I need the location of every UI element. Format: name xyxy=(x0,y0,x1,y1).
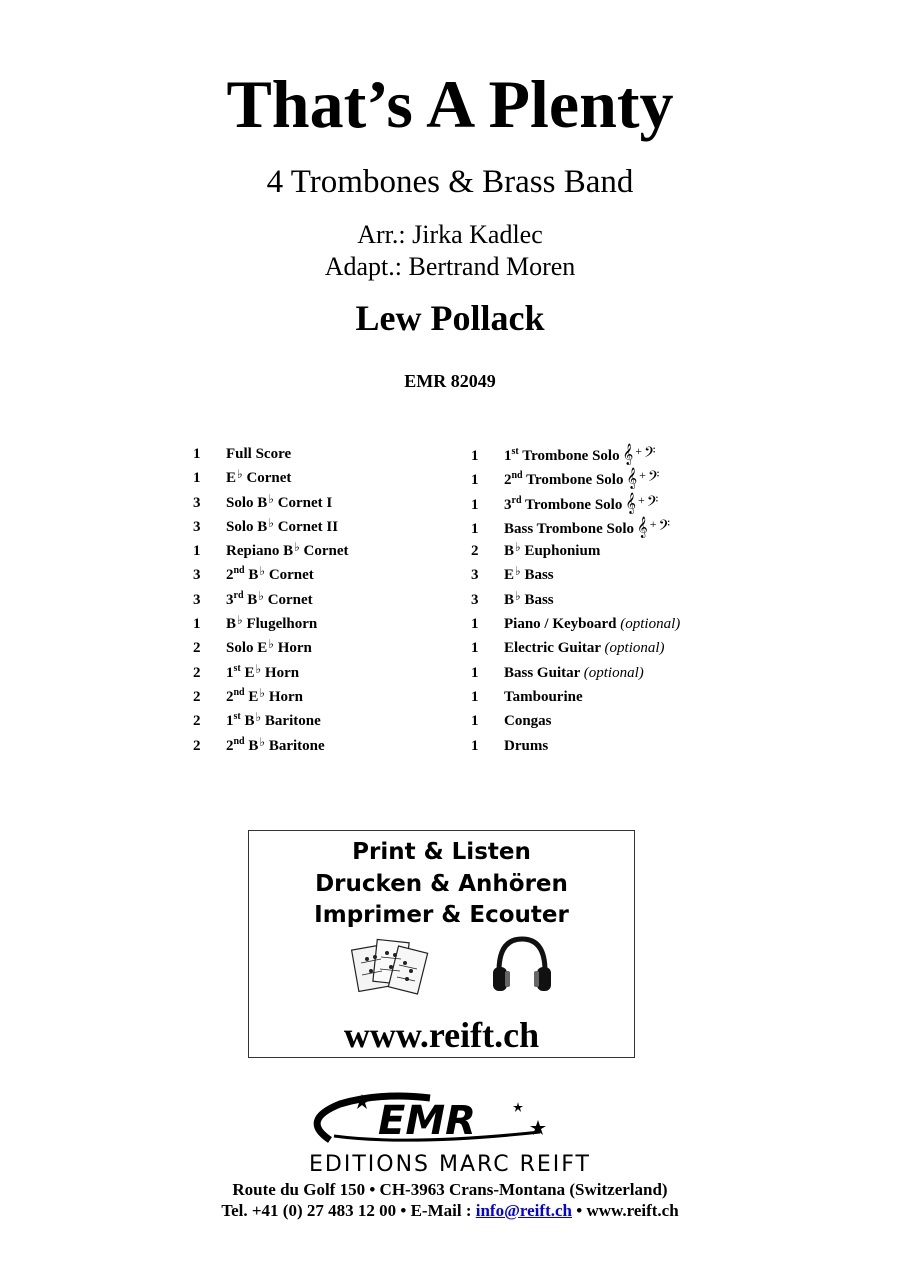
part-qty: 3 xyxy=(471,591,479,608)
email-link[interactable]: info@reift.ch xyxy=(475,1201,572,1220)
part-note: (optional) xyxy=(583,664,644,681)
part-name: 3rd Trombone Solo xyxy=(504,494,623,513)
part-qty: 1 xyxy=(471,496,479,513)
part-name: Electric Guitar xyxy=(504,640,601,657)
part-name: 2nd E♭ Horn xyxy=(226,685,303,705)
part-row xyxy=(193,687,349,711)
part-row xyxy=(471,711,680,735)
part-name: 1st E♭ Horn xyxy=(226,661,300,681)
part-row xyxy=(193,541,349,565)
part-qty: 1 xyxy=(471,713,479,730)
part-qty: 1 xyxy=(471,664,479,681)
website[interactable]: www.reift.ch xyxy=(586,1201,679,1220)
clefs-icon: 𝄞 + 𝄢 xyxy=(622,444,656,464)
subtitle: 4 Trombones & Brass Band xyxy=(266,164,634,200)
promo-line-3: Imprimer & Ecouter xyxy=(314,902,569,928)
part-row xyxy=(471,493,680,517)
part-row xyxy=(471,663,680,687)
part-row xyxy=(193,736,349,760)
part-row xyxy=(193,517,349,541)
publisher-address: Route du Golf 150 • CH-3963 Crans-Montana (Switzerland) xyxy=(232,1180,668,1199)
part-row xyxy=(471,565,680,589)
promo-line-1: Print & Listen xyxy=(352,839,531,865)
part-qty: 1 xyxy=(471,616,479,633)
part-qty: 3 xyxy=(193,494,201,511)
part-qty: 1 xyxy=(193,470,201,487)
part-row xyxy=(193,614,349,638)
part-qty: 2 xyxy=(193,713,201,730)
part-name: Solo B♭ Cornet II xyxy=(226,515,339,535)
part-row xyxy=(471,638,680,662)
part-name: Solo B♭ Cornet I xyxy=(226,491,333,511)
part-qty: 1 xyxy=(193,446,201,462)
part-name: Solo E♭ Horn xyxy=(226,637,312,657)
part-qty: 2 xyxy=(471,543,479,560)
part-row xyxy=(193,638,349,662)
part-qty: 3 xyxy=(193,518,201,535)
part-row xyxy=(193,444,349,468)
part-row xyxy=(471,614,680,638)
part-qty: 1 xyxy=(193,543,201,560)
clefs-icon: 𝄞 + 𝄢 xyxy=(626,468,660,489)
part-row xyxy=(471,590,680,614)
part-qty: 1 xyxy=(471,640,479,657)
part-name: 1st B♭ Baritone xyxy=(226,710,321,730)
logo-text: EMR xyxy=(378,1098,476,1144)
title: That’s A Plenty xyxy=(226,66,674,142)
part-row xyxy=(471,468,680,492)
part-row xyxy=(193,565,349,589)
part-name: Tambourine xyxy=(504,688,583,705)
headphones-icon xyxy=(489,931,555,997)
sheet-music-icon xyxy=(349,935,429,997)
part-name: Congas xyxy=(504,713,552,730)
part-qty: 1 xyxy=(193,616,201,633)
part-row xyxy=(471,517,680,541)
part-name: 2nd Trombone Solo xyxy=(504,470,624,489)
part-name: E♭ Bass xyxy=(504,564,554,584)
part-qty: 1 xyxy=(471,688,479,705)
part-name: 2nd B♭ Baritone xyxy=(226,734,325,754)
part-name: Full Score xyxy=(226,446,292,462)
part-row xyxy=(193,468,349,492)
parts-list-left xyxy=(193,444,349,760)
part-row xyxy=(471,444,680,468)
part-note: (optional) xyxy=(620,616,681,633)
part-qty: 2 xyxy=(193,737,201,754)
publisher-contact: Tel. +41 (0) 27 483 12 00 • E-Mail : info@reift.ch • www.reift.ch xyxy=(221,1201,679,1220)
part-qty: 2 xyxy=(193,640,201,657)
part-name: Bass Trombone Solo xyxy=(504,520,635,537)
part-qty: 2 xyxy=(193,688,201,705)
parts-list-right xyxy=(471,444,680,760)
clefs-icon: 𝄞 + 𝄢 xyxy=(625,492,659,513)
part-qty: 1 xyxy=(471,472,479,489)
emr-logo xyxy=(300,1092,600,1148)
composer: Lew Pollack xyxy=(355,298,545,338)
publisher-name: EDITIONS MARC REIFT xyxy=(309,1152,591,1177)
part-qty: 1 xyxy=(471,520,479,537)
arranger: Arr.: Jirka Kadlec xyxy=(357,220,543,249)
part-qty: 3 xyxy=(471,567,479,584)
part-name: E♭ Cornet xyxy=(226,467,292,487)
part-name: B♭ Flugelhorn xyxy=(226,613,318,633)
part-note: (optional) xyxy=(604,640,665,657)
part-qty: 3 xyxy=(193,567,201,584)
part-name: Repiano B♭ Cornet xyxy=(226,540,349,560)
part-row xyxy=(193,711,349,735)
promo-line-2: Drucken & Anhören xyxy=(315,871,568,897)
catalog-number: EMR 82049 xyxy=(404,371,496,391)
part-qty: 1 xyxy=(471,737,479,754)
part-row xyxy=(471,736,680,760)
part-row xyxy=(193,590,349,614)
part-qty: 2 xyxy=(193,664,201,681)
part-name: Piano / Keyboard xyxy=(504,616,617,633)
part-row xyxy=(193,493,349,517)
part-row xyxy=(471,687,680,711)
part-name: 3rd B♭ Cornet xyxy=(226,588,313,608)
phone: Tel. +41 (0) 27 483 12 00 xyxy=(221,1201,397,1220)
clefs-icon: 𝄞 + 𝄢 xyxy=(637,516,671,537)
email-label: E-Mail : xyxy=(410,1201,472,1220)
part-name: B♭ Euphonium xyxy=(504,540,601,560)
adapter: Adapt.: Bertrand Moren xyxy=(324,252,576,281)
part-name: 2nd B♭ Cornet xyxy=(226,564,314,584)
part-row xyxy=(193,663,349,687)
promo-url[interactable]: www.reift.ch xyxy=(343,1015,540,1055)
part-name: 1st Trombone Solo xyxy=(504,446,620,464)
part-name: B♭ Bass xyxy=(504,588,554,608)
part-row xyxy=(471,541,680,565)
part-qty: 1 xyxy=(471,448,479,464)
part-name: Bass Guitar xyxy=(504,664,580,681)
print-listen-box xyxy=(248,830,635,1058)
part-name: Drums xyxy=(504,737,549,754)
part-qty: 3 xyxy=(193,591,201,608)
